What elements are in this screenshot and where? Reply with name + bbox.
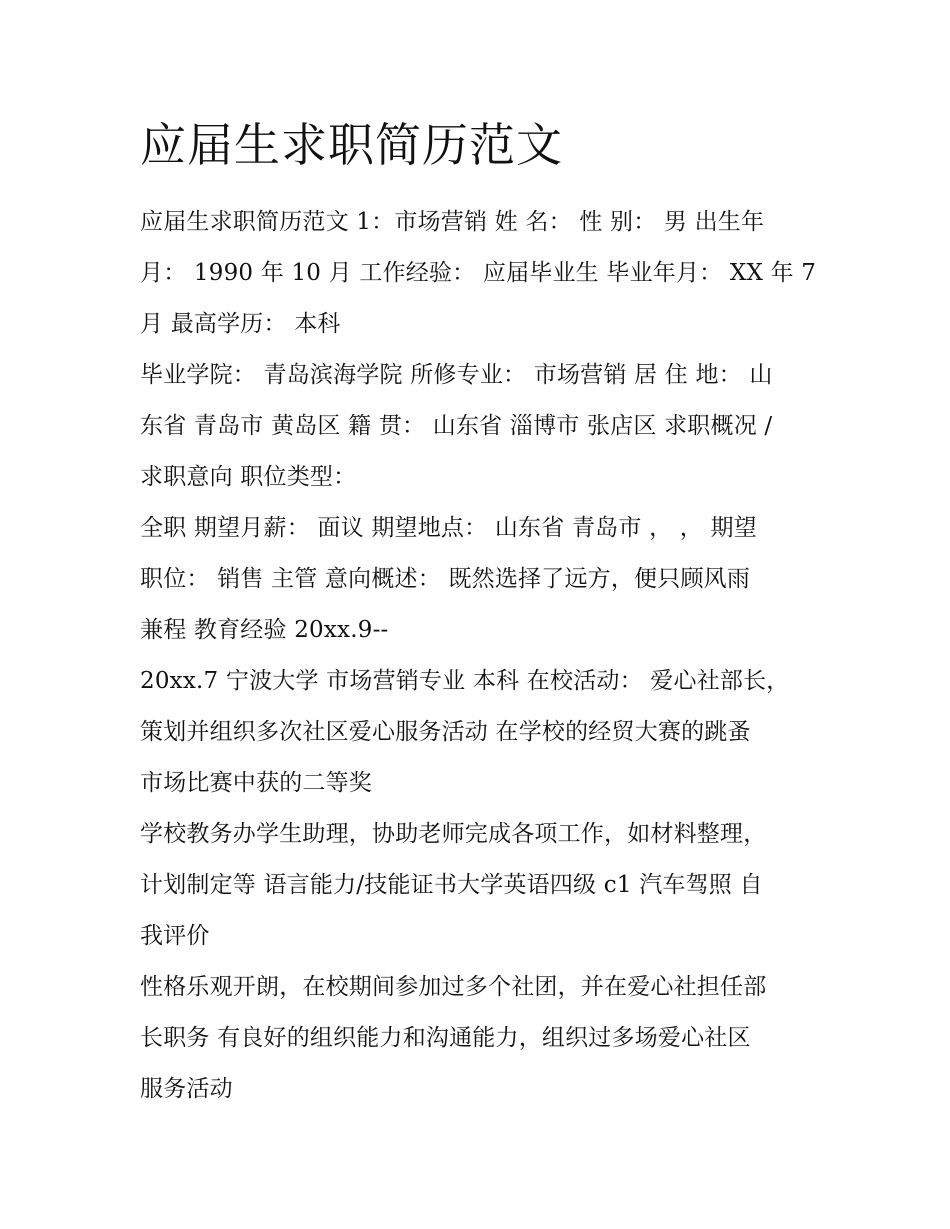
body-line: 策划并组织多次社区爱心服务活动 在学校的经贸大赛的跳蚤 [140,719,751,745]
body-line: 东省 青岛市 黄岛区 籍 贯： 山东省 淄博市 张店区 求职概况 / [140,413,773,439]
body-line: 计划制定等 语言能力/技能证书大学英语四级 c1 汽车驾照 自 [140,872,763,898]
body-line: 月： 1990 年 10 月 工作经验： 应届毕业生 毕业年月： XX 年 7 [140,260,817,286]
body-line: 月 最高学历： 本科 [140,311,341,337]
body-line: 市场比赛中获的二等奖 [140,770,372,796]
body-line: 毕业学院： 青岛滨海学院 所修专业： 市场营销 居 住 地： 山 [140,362,773,388]
body-line: 服务活动 [140,1076,233,1102]
body-line: 20xx.7 宁波大学 市场营销专业 本科 在校活动： 爱心社部长， [140,668,790,694]
body-line: 性格乐观开朗，在校期间参加过多个社团，并在爱心社担任部 [140,974,767,1000]
body-line: 职位： 销售 主管 意向概述： 既然选择了远方，便只顾风雨 [140,566,751,592]
body-line: 全职 期望月薪： 面议 期望地点： 山东省 青岛市 ， ， 期望 [140,515,757,541]
body-line: 我评价 [140,923,210,949]
body-line: 应届生求职简历范文 1：市场营销 姓 名： 性 别： 男 出生年 [140,209,765,235]
body-line: 求职意向 职位类型： [140,464,357,490]
body-line: 兼程 教育经验 20xx.9-- [140,617,389,643]
page-title: 应届生求职简历范文 [140,118,563,172]
body-line: 学校教务办学生助理，协助老师完成各项工作，如材料整理， [140,821,767,847]
body-line: 长职务 有良好的组织能力和沟通能力，组织过多场爱心社区 [140,1025,751,1051]
